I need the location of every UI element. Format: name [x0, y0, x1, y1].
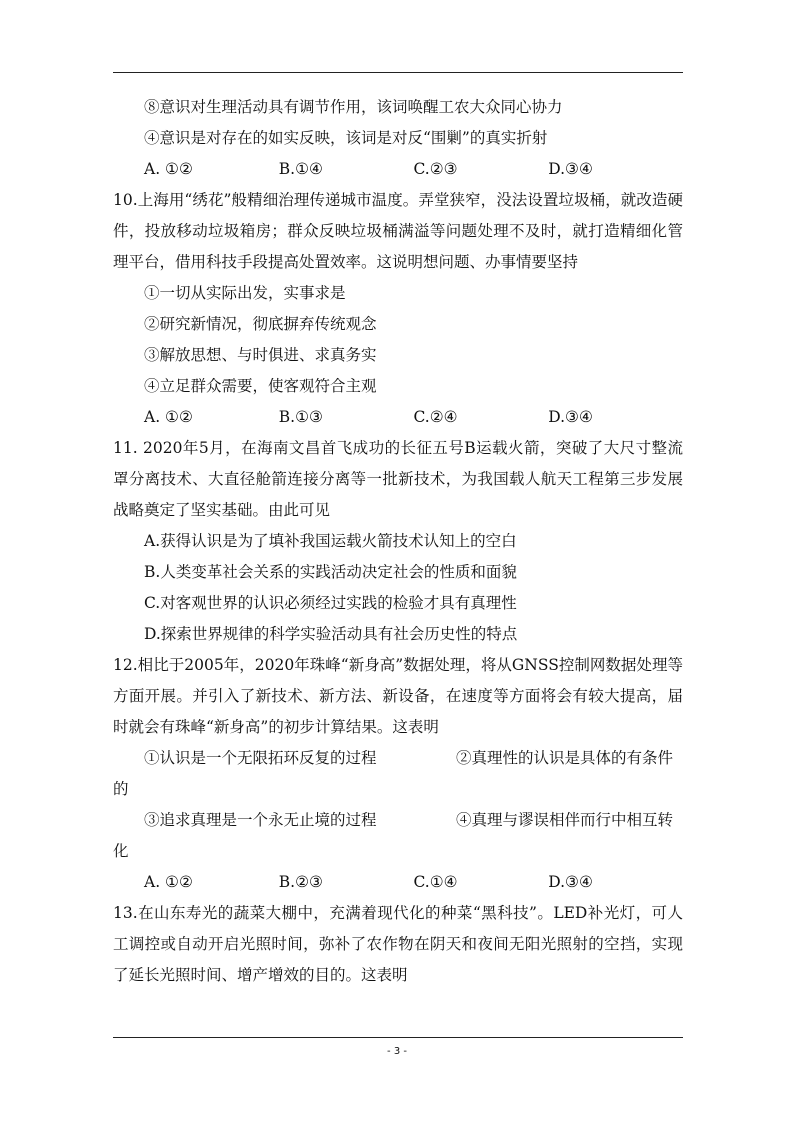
- q11-choice-a: A.获得认识是为了填补我国运载火箭技术认知上的空白: [144, 532, 517, 550]
- q12-stem: 12.相比于2005年，2020年珠峰“新身高”数据处理，将从GNSS控制网数据处理等方面开展。并引入了新技术、新方法、新设备，在速度等方面将会有较大提高，届时就会有珠峰“新身高”的初步计算结果。这表明: [113, 656, 683, 736]
- q10-item-2: ②研究新情况，彻底摒弃传统观念: [144, 315, 377, 333]
- q10-item-3: ③解放思想、与时俱进、求真务实: [144, 346, 377, 364]
- q11-choice-d: D.探索世界规律的科学实验活动具有社会历史性的特点: [144, 625, 518, 643]
- option-c: C.②④: [413, 408, 458, 426]
- option-a: A. ①②: [144, 408, 193, 426]
- q9-item-4: ④意识是对存在的如实反映，该词是对反“围剿”的真实折射: [144, 129, 548, 147]
- option-c: C.②③: [413, 160, 458, 178]
- q12-item-4-wrap: 化: [113, 842, 129, 860]
- q11-stem: 11. 2020年5月，在海南文昌首飞成功的长征五号B运载火箭，突破了大尺寸整流罩分离技术、大直径舱箭连接分离等一批新技术，为我国载人航天工程第三步发展战略奠定了坚实基础。由此可见: [113, 439, 683, 519]
- footer-rule: [113, 1037, 683, 1038]
- option-b: B.②③: [278, 873, 323, 891]
- page-content: [113, 92, 683, 991]
- q11-choice-b: B.人类变革社会关系的实践活动决定社会的性质和面貌: [144, 563, 517, 581]
- q10-options: [113, 402, 683, 433]
- q12-item-1: ①认识是一个无限拓环反复的过程: [144, 749, 377, 767]
- q12-item-3: ③追求真理是一个永无止境的过程: [144, 811, 377, 829]
- q12-items-row-2: [113, 805, 683, 836]
- q10-item-1: ①一切从实际出发，实事求是: [144, 284, 346, 302]
- q13-stem: 13.在山东寿光的蔬菜大棚中，充满着现代化的种菜“黑科技”。LED补光灯，可人工调控或自动开启光照时间，弥补了农作物在阴天和夜间无阳光照射的空挡，实现了延长光照时间、增产增效的目的。这表明: [113, 904, 683, 984]
- q9-options: [113, 154, 683, 185]
- option-c: C.①④: [413, 873, 458, 891]
- q12-item-4: ④真理与谬误相伴而行中相互转: [456, 811, 674, 829]
- option-d: D.③④: [548, 408, 593, 426]
- page-number: - 3 -: [387, 1046, 407, 1057]
- q12-options: [113, 867, 683, 898]
- option-d: D.③④: [548, 873, 593, 891]
- q10-item-4: ④立足群众需要，使客观符合主观: [144, 377, 377, 395]
- option-a: A. ①②: [144, 160, 193, 178]
- option-a: A. ①②: [144, 873, 193, 891]
- header-rule: [113, 72, 683, 73]
- q9-item-3: ⑧意识对生理活动具有调节作用，该词唤醒工农大众同心协力: [144, 98, 563, 116]
- option-b: B.①③: [278, 408, 323, 426]
- q12-item-2: ②真理性的认识是具体的有条件: [456, 749, 674, 767]
- q11-choice-c: C.对客观世界的认识必须经过实践的检验才具有真理性: [144, 594, 517, 612]
- q12-items-row-1: [113, 743, 683, 774]
- option-b: B.①④: [278, 160, 323, 178]
- q12-item-2-wrap: 的: [113, 780, 129, 798]
- q10-stem: 10.上海用“绣花”般精细治理传递城市温度。弄堂狭窄，没法设置垃圾桶，就改造硬件，投放移动垃圾箱房；群众反映垃圾桶满溢等问题处理不及时，就打造精细化管理平台，借用科技手段提高处置效率。这说明想问题、办事情要坚持: [113, 191, 683, 271]
- option-d: D.③④: [548, 160, 593, 178]
